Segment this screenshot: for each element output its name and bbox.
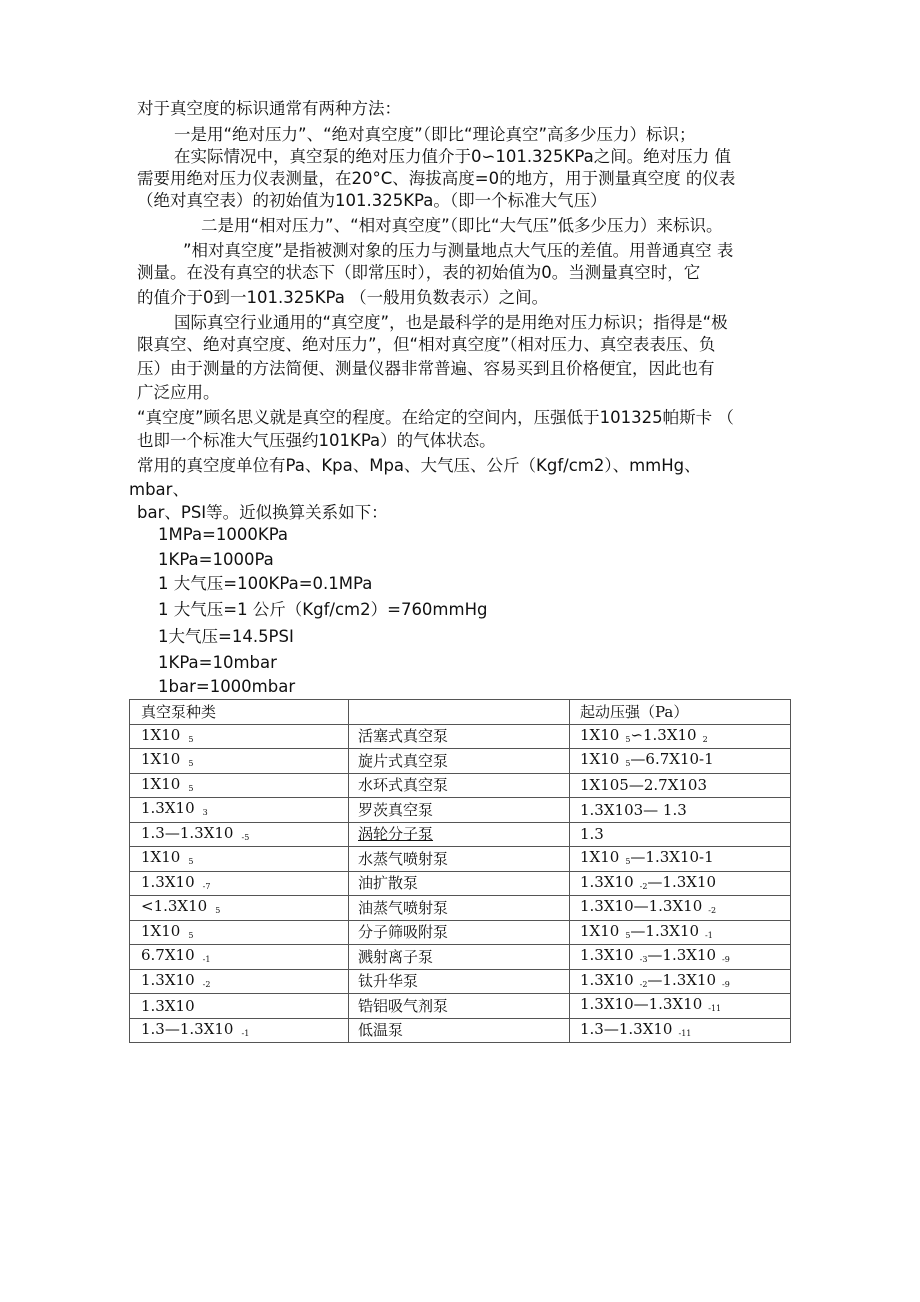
conversion-line: 1KPa=10mbar bbox=[158, 653, 277, 672]
paragraph-16: 常用的真空度单位有Pa、Kpa、Mpa、大气压、公斤（Kgf/cm2）、mmHg、 bbox=[137, 456, 701, 475]
conversion-line: 1MPa=1000KPa bbox=[158, 525, 289, 544]
cell-pump-name: 油扩散泵 bbox=[349, 871, 570, 896]
paragraph-1: 对于真空度的标识通常有两种方法： bbox=[137, 99, 401, 118]
cell-pressure-range: 6.7X10 -1 bbox=[130, 945, 349, 970]
cell-start-pressure: 1.3X10—1.3X10 -11 bbox=[570, 994, 791, 1019]
table-row bbox=[130, 1018, 791, 1043]
cell-pump-name: 旋片式真空泵 bbox=[349, 749, 570, 774]
cell-pressure-range: 1X10 5 bbox=[130, 773, 349, 798]
table-row bbox=[130, 822, 791, 847]
paragraph-14: “真空度”顾名思义就是真空的程度。在给定的空间内，压强低于101325帕斯卡 （ bbox=[137, 408, 734, 427]
paragraph-18: bar、PSI等。近似换算关系如下： bbox=[137, 503, 388, 522]
cell-pressure-range: 1X10 5 bbox=[130, 920, 349, 945]
cell-pressure-range: 1X10 5 bbox=[130, 724, 349, 749]
cell-start-pressure: 1.3X10 -2—1.3X10 bbox=[570, 871, 791, 896]
cell-start-pressure: 1.3—1.3X10 -11 bbox=[570, 1018, 791, 1043]
table-row bbox=[130, 724, 791, 749]
header-pump-type: 真空泵种类 bbox=[130, 700, 349, 725]
paragraph-15: 也即一个标准大气压强约101KPa）的气体状态。 bbox=[137, 431, 496, 450]
cell-pressure-range: 1.3X10 3 bbox=[130, 798, 349, 823]
cell-start-pressure: 1.3X10 -2—1.3X10 -9 bbox=[570, 969, 791, 994]
table-row bbox=[130, 847, 791, 872]
paragraph-5: （绝对真空表）的初始值为101.325KPa。（即一个标准大气压） bbox=[137, 191, 607, 210]
cell-pressure-range: 1.3—1.3X10 -1 bbox=[130, 1018, 349, 1043]
table-row bbox=[130, 994, 791, 1019]
table-header-row bbox=[130, 700, 791, 725]
table-row bbox=[130, 798, 791, 823]
conversion-line: 1 大气压=1 公斤（Kgf/cm2）=760mmHg bbox=[158, 600, 488, 619]
cell-pressure-range: <1.3X10 5 bbox=[130, 896, 349, 921]
cell-pump-name: 低温泵 bbox=[349, 1018, 570, 1043]
cell-pump-name: 水蒸气喷射泵 bbox=[349, 847, 570, 872]
cell-pressure-range: 1.3—1.3X10 -5 bbox=[130, 822, 349, 847]
paragraph-3: 在实际情况中，真空泵的绝对压力值介于0∽101.325KPa之间。绝对压力 值 bbox=[174, 147, 731, 166]
cell-start-pressure: 1X10 5—1.3X10-1 bbox=[570, 847, 791, 872]
cell-start-pressure: 1X10 5∽1.3X10 2 bbox=[570, 724, 791, 749]
paragraph-12: 压）由于测量的方法简便、测量仪器非常普遍、容易买到且价格便宜，因此也有 bbox=[137, 359, 715, 378]
cell-start-pressure: 1.3 bbox=[570, 822, 791, 847]
cell-start-pressure: 1X10 5—6.7X10-1 bbox=[570, 749, 791, 774]
cell-pressure-range: 1.3X10 -7 bbox=[130, 871, 349, 896]
table-row bbox=[130, 969, 791, 994]
cell-pump-name: 油蒸气喷射泵 bbox=[349, 896, 570, 921]
cell-pump-name: 分子筛吸附泵 bbox=[349, 920, 570, 945]
cell-pump-name: 水环式真空泵 bbox=[349, 773, 570, 798]
cell-pump-name: 锆铝吸气剂泵 bbox=[349, 994, 570, 1019]
conversion-line: 1大气压=14.5PSI bbox=[158, 627, 294, 646]
cell-pump-name: 溅射离子泵 bbox=[349, 945, 570, 970]
cell-pressure-range: 1X10 5 bbox=[130, 749, 349, 774]
cell-pump-name: 涡轮分子泵 bbox=[349, 822, 570, 847]
cell-start-pressure: 1X105—2.7X103 bbox=[570, 773, 791, 798]
table-row bbox=[130, 749, 791, 774]
cell-start-pressure: 1X10 5—1.3X10 -1 bbox=[570, 920, 791, 945]
header-blank bbox=[349, 700, 570, 725]
cell-pump-name: 罗茨真空泵 bbox=[349, 798, 570, 823]
paragraph-2: 一是用“绝对压力”、“绝对真空度”（即比“理论真空”高多少压力）标识； bbox=[174, 125, 696, 144]
table-row bbox=[130, 920, 791, 945]
cell-start-pressure: 1.3X10—1.3X10 -2 bbox=[570, 896, 791, 921]
cell-pump-name: 钛升华泵 bbox=[349, 969, 570, 994]
cell-pressure-range: 1.3X10 bbox=[130, 994, 349, 1019]
cell-pressure-range: 1X10 5 bbox=[130, 847, 349, 872]
paragraph-9: 的值介于0到一101.325KPa （一般用负数表示）之间。 bbox=[137, 288, 549, 307]
paragraph-4: 需要用绝对压力仪表测量，在20°C、海拔高度=0的地方，用于测量真空度 的仪表 bbox=[137, 169, 736, 188]
paragraph-6: 二是用“相对压力”、“相对真空度”（即比“大气压”低多少压力）来标识。 bbox=[201, 216, 723, 235]
paragraph-8: 测量。在没有真空的状态下（即常压时），表的初始值为0。当测量真空时，它 bbox=[137, 263, 701, 282]
cell-pressure-range: 1.3X10 -2 bbox=[130, 969, 349, 994]
table-row bbox=[130, 871, 791, 896]
paragraph-13: 广泛应用。 bbox=[137, 383, 220, 402]
paragraph-7: ”相对真空度”是指被测对象的压力与测量地点大气压的差值。用普通真空 表 bbox=[183, 241, 734, 260]
conversion-line: 1KPa=1000Pa bbox=[158, 550, 274, 569]
cell-start-pressure: 1.3X103— 1.3 bbox=[570, 798, 791, 823]
paragraph-10: 国际真空行业通用的“真空度”，也是最科学的是用绝对压力标识；指得是“极 bbox=[174, 313, 728, 332]
header-start-pressure: 起动压强（Pa） bbox=[570, 700, 791, 725]
vacuum-pump-table bbox=[129, 699, 791, 1043]
cell-start-pressure: 1.3X10 -3—1.3X10 -9 bbox=[570, 945, 791, 970]
table-row bbox=[130, 773, 791, 798]
table-row bbox=[130, 945, 791, 970]
conversion-line: 1bar=1000mbar bbox=[158, 677, 296, 696]
table-row bbox=[130, 896, 791, 921]
paragraph-17: mbar、 bbox=[129, 480, 189, 499]
paragraph-11: 限真空、绝对真空度、绝对压力”，但“相对真空度”（相对压力、真空表表压、负 bbox=[137, 335, 716, 354]
cell-pump-name: 活塞式真空泵 bbox=[349, 724, 570, 749]
conversion-line: 1 大气压=100KPa=0.1MPa bbox=[158, 574, 373, 593]
